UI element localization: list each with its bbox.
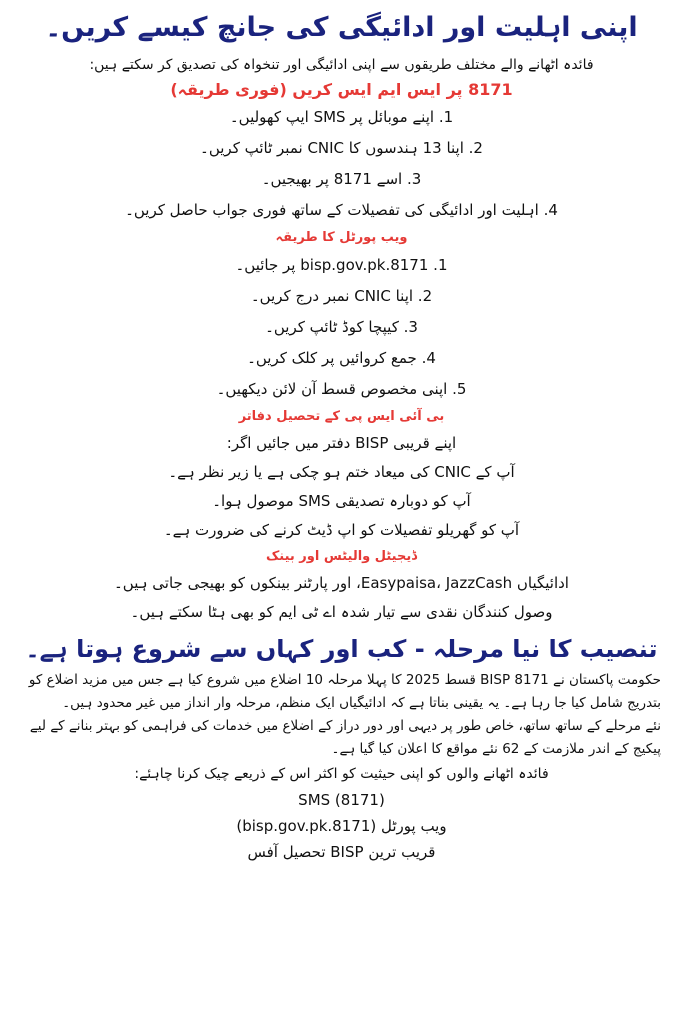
- channel-tehsil-office: قریب ترین BISP تحصیل آفس: [247, 843, 436, 861]
- office-method-heading: بی آئی ایس پی کے تحصیل دفاتر: [238, 409, 445, 424]
- sms-step-1: 1. اپنے موبائل پر SMS ایپ کھولیں۔: [229, 108, 454, 126]
- office-item-3: آپ کو گھریلو تفصیلات کو اپ ڈیٹ کرنے کی ضرورت ہے۔: [163, 521, 520, 539]
- intro-text: فائدہ اٹھانے والے مختلف طریقوں سے اپنی ادائیگی اور تنخواہ کی تصدیق کر سکتے ہیں:: [89, 57, 594, 73]
- office-intro: اپنے قریبی BISP دفتر میں جائیں اگر:: [226, 434, 457, 452]
- web-step-5: 5. اپنی مخصوص قسط آن لائن دیکھیں۔: [216, 380, 467, 398]
- channel-sms: SMS (8171): [298, 791, 385, 809]
- sms-method-heading: 8171 پر ایس ایم ایس کریں (فوری طریقہ): [170, 80, 513, 99]
- page-title: اپنی اہلیت اور ادائیگی کی جانچ کیسے کریں۔: [45, 12, 638, 43]
- sms-step-4: 4. اہلیت اور ادائیگی کی تفصیلات کے ساتھ فوری جواب حاصل کریں۔: [125, 201, 558, 219]
- web-method-heading: ویب پورٹل کا طریقہ: [275, 230, 408, 245]
- office-item-2: آپ کو دوبارہ تصدیقی SMS موصول ہوا۔: [212, 492, 471, 510]
- sms-step-2: 2. اپنا 13 ہندسوں کا CNIC نمبر ٹائپ کریں۔: [200, 139, 483, 157]
- wallet-item-1: ادائیگیاں Easypaisa، JazzCash، اور پارٹنر بینکوں کو بھیجی جاتی ہیں۔: [114, 574, 569, 592]
- section2-paragraph-2: نئے مرحلے کے ساتھ ساتھ، خاص طور پر دیہی اور دور دراز کے اضلاع میں خدمات کی فراہمی کو بہتر بنانے کے لیے پیکیج کے اندر ملازمت کے 62 نئے مواقع کا اعلان کیا گیا ہے۔: [29, 718, 661, 757]
- wallet-item-2: وصول کنندگان نقدی سے تیار شدہ اے ٹی ایم کو بھی ہٹا سکتے ہیں۔: [130, 603, 553, 621]
- web-step-1: 1. bisp.gov.pk.8171 پر جائیں۔: [235, 256, 448, 274]
- office-item-1: آپ کے CNIC کی میعاد ختم ہو چکی ہے یا زیر نظر ہے۔: [168, 463, 515, 481]
- check-intro: فائدہ اٹھانے والوں کو اپنی حیثیت کو اکثر اس کے ذریعے چیک کرنا چاہئے:: [134, 766, 549, 782]
- web-step-3: 3. کیپچا کوڈ ٹائپ کریں۔: [265, 318, 418, 336]
- web-step-4: 4. جمع کروائیں پر کلک کریں۔: [247, 349, 436, 367]
- wallet-method-heading: ڈیجیٹل والیٹس اور بینک: [265, 549, 418, 564]
- section2-paragraph-1: حکومت پاکستان نے BISP 8171 قسط 2025 کا پہلا مرحلہ 10 اضلاع میں شروع کیا ہے جس میں مزید اضلاع کو بتدریج شامل کیا جا رہا ہے۔ یہ یقینی بناتا ہے کہ ادائیگیاں ایک منظم، مرحلہ وار انداز میں غیر محدود ہیں۔: [28, 672, 661, 711]
- section2-title: تنصیب کا نیا مرحلہ - کب اور کہاں سے شروع ہوتا ہے۔: [25, 635, 658, 663]
- web-step-2: 2. اپنا CNIC نمبر درج کریں۔: [250, 287, 433, 305]
- channel-web-portal: ویب پورٹل (bisp.gov.pk.8171): [236, 817, 447, 835]
- sms-step-3: 3. اسے 8171 پر بھیجیں۔: [261, 170, 422, 188]
